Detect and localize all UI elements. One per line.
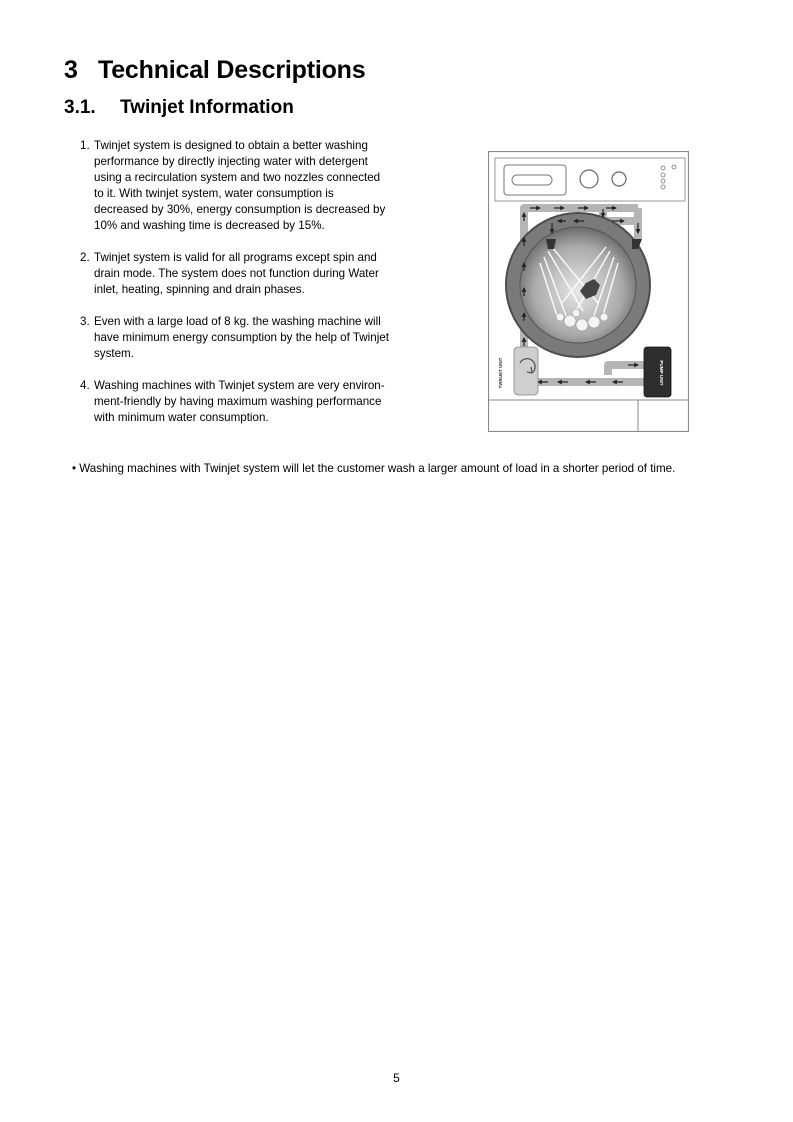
list-item-line: inlet, heating, spinning and drain phases. bbox=[94, 283, 305, 296]
list-item-line: drain mode. The system does not function during Water bbox=[94, 267, 379, 280]
list-item-line: Even with a large load of 8 kg. the washing machine will bbox=[94, 315, 381, 328]
list-item-line: Twinjet system is valid for all programs except spin and bbox=[94, 251, 377, 264]
list-item-line: decreased by 30%, energy consumption is decreased by bbox=[94, 203, 386, 216]
list-item-line: Washing machines with Twinjet system are very environ- bbox=[94, 379, 385, 392]
list-item-number: 4. bbox=[80, 379, 90, 392]
list-item-line: ment-friendly by having maximum washing performance bbox=[94, 395, 382, 408]
list-item bbox=[80, 378, 420, 426]
list-item-line: to it. With twinjet system, water consumption is bbox=[94, 187, 334, 200]
section-heading bbox=[64, 56, 365, 85]
list-item-number: 3. bbox=[80, 315, 90, 328]
list-item bbox=[80, 250, 420, 298]
twinjet-unit-label: TWINJET UNIT bbox=[498, 357, 503, 389]
list-item-line: system. bbox=[94, 347, 134, 360]
button-knob bbox=[612, 172, 626, 186]
subsection-heading bbox=[64, 97, 294, 119]
list-item-number: 1. bbox=[80, 139, 90, 152]
list-item-line: Twinjet system is designed to obtain a better washing bbox=[94, 139, 368, 152]
list-item-line: using a recirculation system and two nozzles connected bbox=[94, 171, 381, 184]
subsection-title: Twinjet Information bbox=[120, 97, 294, 118]
twinjet-info-list bbox=[80, 138, 420, 442]
pump-unit bbox=[644, 347, 671, 397]
section-title: Technical Descriptions bbox=[98, 56, 366, 84]
list-item-line: 10% and washing time is decreased by 15%. bbox=[94, 219, 325, 232]
page-number: 5 bbox=[393, 1071, 400, 1085]
drawer-handle bbox=[512, 175, 552, 185]
list-item bbox=[80, 314, 420, 362]
list-item-line: with minimum water consumption. bbox=[94, 411, 269, 424]
list-item-line: performance by directly injecting water with detergent bbox=[94, 155, 368, 168]
subsection-number: 3.1. bbox=[64, 97, 96, 118]
list-item bbox=[80, 138, 420, 234]
list-item-number: 2. bbox=[80, 251, 90, 264]
pump-unit-label: PUMP UNIT bbox=[659, 360, 664, 386]
bullet-note: • Washing machines with Twinjet system will let the customer wash a larger amount of load in a shorter period of time. bbox=[72, 462, 676, 475]
dial-knob bbox=[580, 170, 598, 188]
twinjet-diagram bbox=[488, 151, 689, 432]
section-number: 3 bbox=[64, 56, 78, 84]
list-item-line: have minimum energy consumption by the help of Twinjet bbox=[94, 331, 389, 344]
